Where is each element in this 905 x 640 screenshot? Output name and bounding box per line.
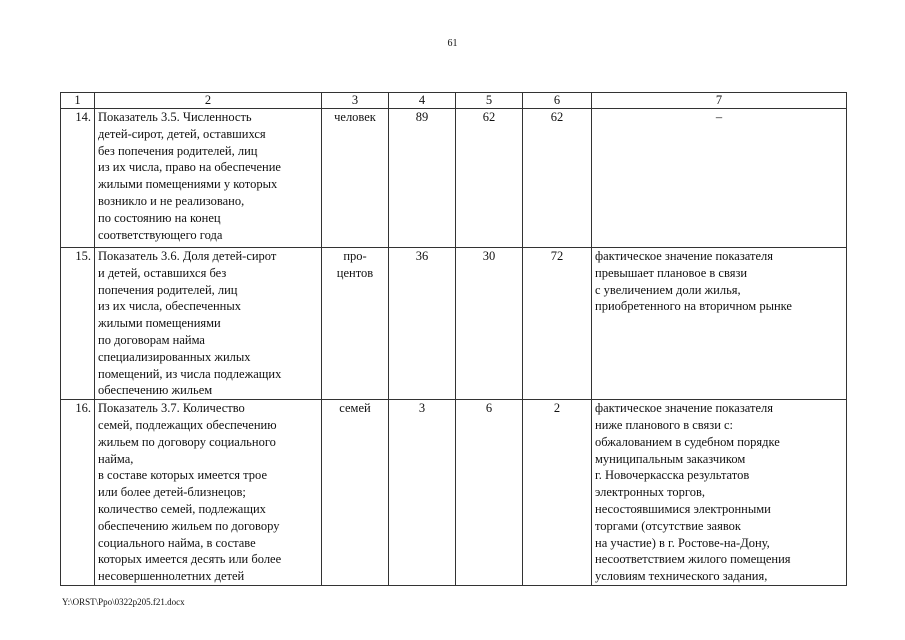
indicator-line: Показатель 3.6. Доля детей-сирот (98, 249, 277, 263)
value-col4: 36 (389, 248, 456, 400)
indicator-line: без попечения родителей, лиц (98, 143, 258, 158)
header-cell: 6 (523, 93, 592, 109)
indicator-line: жилыми помещениями у которых (98, 177, 278, 192)
unit-cell (322, 109, 389, 248)
value-col6: 72 (523, 248, 592, 400)
indicator-line: детей-сирот, детей, оставшихся (98, 126, 266, 141)
row-number: 15. (61, 248, 95, 400)
unit-line: семей (339, 401, 371, 416)
value-col5: 30 (456, 248, 523, 400)
indicator-line: которых имеется десять или более (98, 552, 282, 567)
note-line: условиям технического задания, (595, 569, 768, 584)
indicator-cell (95, 248, 322, 400)
note-line: несоответствием жилого помещения (595, 552, 791, 567)
note-line: торгами (отсутствие заявок (595, 518, 741, 533)
note-line: – (715, 110, 723, 124)
indicator-line: Показатель 3.5. Численность (98, 110, 252, 124)
indicator-line: несовершеннолетних детей (98, 569, 245, 584)
header-cell: 7 (592, 93, 847, 109)
table-row (61, 109, 847, 248)
unit-line: человек (334, 110, 376, 124)
value-col6: 2 (523, 400, 592, 586)
file-path-footer: Y:\ORST\Ppo\0322p205.f21.docx (62, 597, 185, 607)
header-cell: 3 (322, 93, 389, 109)
note-line: электронных торгов, (595, 485, 705, 500)
indicator-line: найма, (98, 451, 134, 466)
unit-cell (322, 400, 389, 586)
note-line: г. Новочеркасска результатов (595, 468, 750, 483)
indicator-line: семей, подлежащих обеспечению (98, 417, 277, 432)
indicator-cell (95, 400, 322, 586)
indicator-cell (95, 109, 322, 248)
header-cell: 2 (95, 93, 322, 109)
note-line: приобретенного на вторичном рынке (595, 299, 792, 314)
indicator-line: или более детей-близнецов; (98, 485, 246, 500)
header-cell: 1 (61, 93, 95, 109)
indicator-line: жильем по договору социального (98, 434, 276, 449)
indicator-line: социального найма, в составе (98, 535, 256, 550)
note-cell (592, 109, 847, 248)
indicators-table (60, 92, 847, 586)
indicator-line: соответствующего года (98, 227, 223, 242)
note-line: обжалованием в судебном порядке (595, 434, 780, 449)
indicator-line: возникло и не реализовано, (98, 193, 245, 208)
note-line: ниже планового в связи с: (595, 417, 734, 432)
indicator-line: жилыми помещениями (98, 316, 221, 331)
table-row (61, 248, 847, 400)
unit-line: центов (336, 265, 374, 280)
indicator-line: обеспечению жильем (98, 383, 213, 398)
indicator-line: по договорам найма (98, 332, 205, 347)
indicator-line: и детей, оставшихся без (98, 265, 227, 280)
note-line: муниципальным заказчиком (595, 451, 746, 466)
indicator-line: по состоянию на конец (98, 210, 221, 225)
note-cell (592, 400, 847, 586)
table-header-row (61, 93, 847, 109)
indicator-line: из их числа, обеспеченных (98, 299, 242, 314)
indicator-line: помещений, из числа подлежащих (98, 366, 282, 381)
value-col4: 3 (389, 400, 456, 586)
note-line: несостоявшимися электронными (595, 501, 771, 516)
indicator-line: количество семей, подлежащих (98, 501, 266, 516)
value-col6: 62 (523, 109, 592, 248)
page-number: 61 (447, 38, 458, 49)
table-row (61, 400, 847, 586)
indicator-line: Показатель 3.7. Количество (98, 401, 245, 416)
note-line: фактическое значение показателя (595, 401, 774, 416)
note-line: фактическое значение показателя (595, 249, 774, 263)
indicator-line: в составе которых имеется трое (98, 468, 267, 483)
value-col5: 6 (456, 400, 523, 586)
row-number: 16. (61, 400, 95, 586)
note-line: на участие) в г. Ростове-на-Дону, (595, 535, 770, 550)
indicator-line: попечения родителей, лиц (98, 282, 238, 297)
indicator-line: обеспечению жильем по договору (98, 518, 280, 533)
indicator-line: специализированных жилых (98, 349, 251, 364)
unit-line: про- (343, 249, 367, 263)
note-line: превышает плановое в связи (595, 265, 748, 280)
header-cell: 5 (456, 93, 523, 109)
value-col4: 89 (389, 109, 456, 248)
unit-cell (322, 248, 389, 400)
row-number: 14. (61, 109, 95, 248)
header-cell: 4 (389, 93, 456, 109)
note-cell (592, 248, 847, 400)
value-col5: 62 (456, 109, 523, 248)
indicator-line: из их числа, право на обеспечение (98, 160, 281, 175)
note-line: с увеличением доли жилья, (595, 282, 741, 297)
